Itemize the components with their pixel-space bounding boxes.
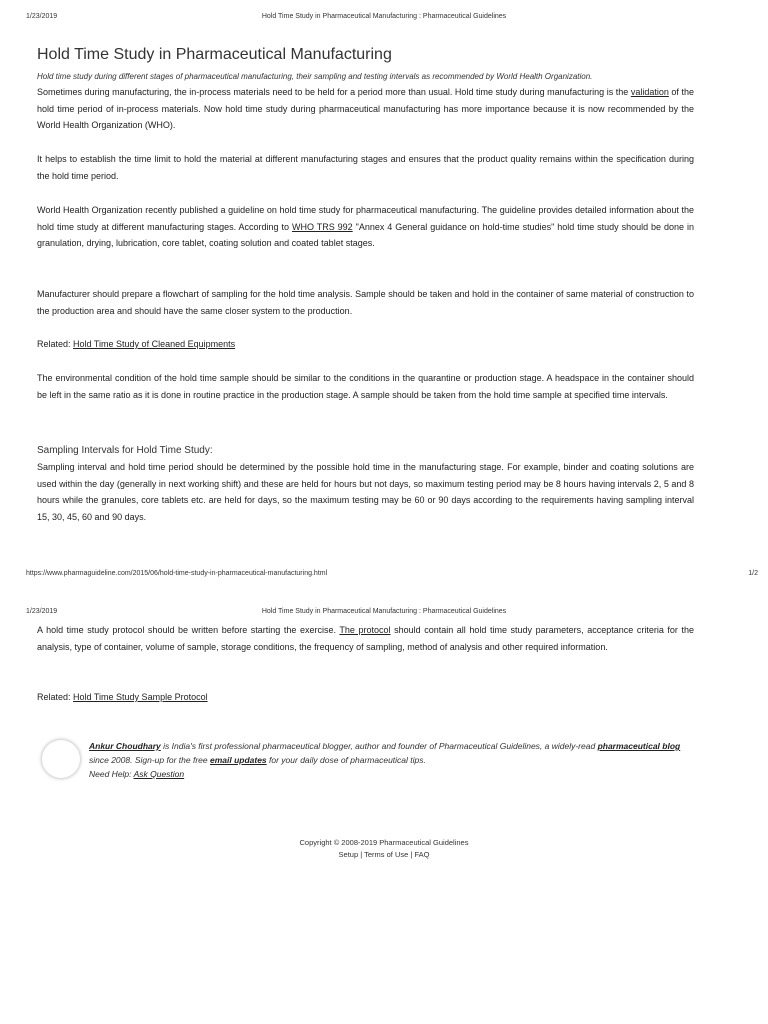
text: A hold time study protocol should be written before starting the exercise. <box>37 625 340 635</box>
ask-question-link[interactable]: Ask Question <box>133 769 185 779</box>
print-date: 1/23/2019 <box>26 13 58 20</box>
print-title: Hold Time Study in Pharmaceutical Manufacturing : Pharmaceutical Guidelines <box>261 13 507 20</box>
print-header-2 <box>0 608 768 622</box>
print-title: Hold Time Study in Pharmaceutical Manufacturing : Pharmaceutical Guidelines <box>261 608 507 615</box>
terms-of-use-link[interactable]: Terms of Use <box>364 850 409 859</box>
paragraph-time-limit: It helps to establish the time limit to hold the material at different manufacturing stages and ensures that the product quality remains within the specification during the hold time period. <box>37 154 694 181</box>
paragraph-sampling-intervals: Sampling interval and hold time period should be determined by the possible hold time in the manufacturing stage. For example, binder and coating solutions are used within the day (generally in next working shift) and these are held for hours but not days, so maximum testing period may be 8 hours having intervals 2, 5 and 8 hours while the granules, core tablets etc. are held for days, so the maximum testing may be 60 or 90 days according to the requirements having sampling interval 15, 30, 45, 60 and 90 days. <box>37 462 694 522</box>
hold-time-cleaned-equipments-link[interactable]: Hold Time Study of Cleaned Equipments <box>73 339 236 349</box>
text: for your daily dose of pharmaceutical tips. <box>266 755 426 765</box>
author-avatar <box>42 740 80 778</box>
page-title: Hold Time Study in Pharmaceutical Manufacturing <box>37 46 392 63</box>
separator: | <box>408 850 415 859</box>
print-header <box>0 13 768 27</box>
author-name-link[interactable]: Ankur Choudhary <box>89 741 161 751</box>
paragraph-environment: The environmental condition of the hold time sample should be similar to the conditions in the quarantine or production stage. A headspace in the container should be left in the same ratio as it is done in routine practice in the production stage. A sample should be taken from the hold time sample at specified time intervals. <box>37 373 694 400</box>
print-date: 1/23/2019 <box>26 608 58 615</box>
text: is India's first professional pharmaceutical blogger, author and founder of Pharmaceutical Guidelines, a widely-read <box>160 741 598 751</box>
paragraph-protocol <box>37 622 694 655</box>
text: of the hold time period of in-process materials. Now hold time study during pharmaceutical manufacturing has more importance because it is now recommended by the World Health Organization (WHO). <box>37 87 694 130</box>
related-cleaned-equipments <box>37 336 694 353</box>
author-bio <box>89 739 689 781</box>
text: Sometimes during manufacturing, the in-process materials need to be held for a period more than usual. Hold time study during manufacturing is the <box>37 87 631 97</box>
text: World Health Organization recently published a guideline on hold time study for pharmaceutical manufacturing. The guideline provides detailed information about the hold time study at different manufacturing stages. According to <box>37 205 694 232</box>
section-heading-sampling-intervals: Sampling Intervals for Hold Time Study: <box>37 445 213 456</box>
paragraph-flowchart: Manufacturer should prepare a flowchart of sampling for the hold time analysis. Sample should be taken and hold in the container of same material of construction to the production area and should have the same closer system to the production. <box>37 289 694 316</box>
paragraph-who-guideline <box>37 202 694 252</box>
faq-link[interactable]: FAQ <box>414 850 430 859</box>
paragraph-intro <box>37 84 694 134</box>
separator: | <box>358 850 365 859</box>
text: since 2008. Sign-up for the free <box>89 755 210 765</box>
text: "Annex 4 General guidance on hold-time studies" hold time study should be done in granulation, drying, lubrication, core tablet, coating solution and coated tablet stages. <box>37 221 694 248</box>
page-number: 1/2 <box>748 570 758 577</box>
pharmaceutical-blog-link[interactable]: pharmaceutical blog <box>597 741 681 751</box>
hold-time-sample-protocol-link[interactable]: Hold Time Study Sample Protocol <box>73 692 208 702</box>
setup-link[interactable]: Setup <box>338 850 359 859</box>
related-sample-protocol <box>37 689 694 706</box>
who-trs-992-link[interactable]: WHO TRS 992 <box>291 221 353 232</box>
bottom-links <box>0 850 768 859</box>
related-label: Related: <box>37 692 74 702</box>
email-updates-link[interactable]: email updates <box>209 755 267 765</box>
copyright: Copyright © 2008-2019 Pharmaceutical Guidelines <box>299 838 469 847</box>
need-help-label: Need Help: <box>89 769 134 779</box>
the-protocol-link[interactable]: The protocol <box>339 625 391 635</box>
related-label: Related: <box>37 339 74 349</box>
validation-link[interactable]: validation <box>630 87 669 97</box>
page-subtitle: Hold time study during different stages of pharmaceutical manufacturing, their sampling and testing intervals as recommended by World Health Organization. <box>37 72 593 81</box>
print-url: https://www.pharmaguideline.com/2015/06/hold-time-study-in-pharmaceutical-manufacturing.html <box>26 570 328 577</box>
text: should contain all hold time study parameters, acceptance criteria for the analysis, type of container, volume of sample, storage conditions, the frequency of sampling, method of analysis and other required information. <box>37 625 694 652</box>
